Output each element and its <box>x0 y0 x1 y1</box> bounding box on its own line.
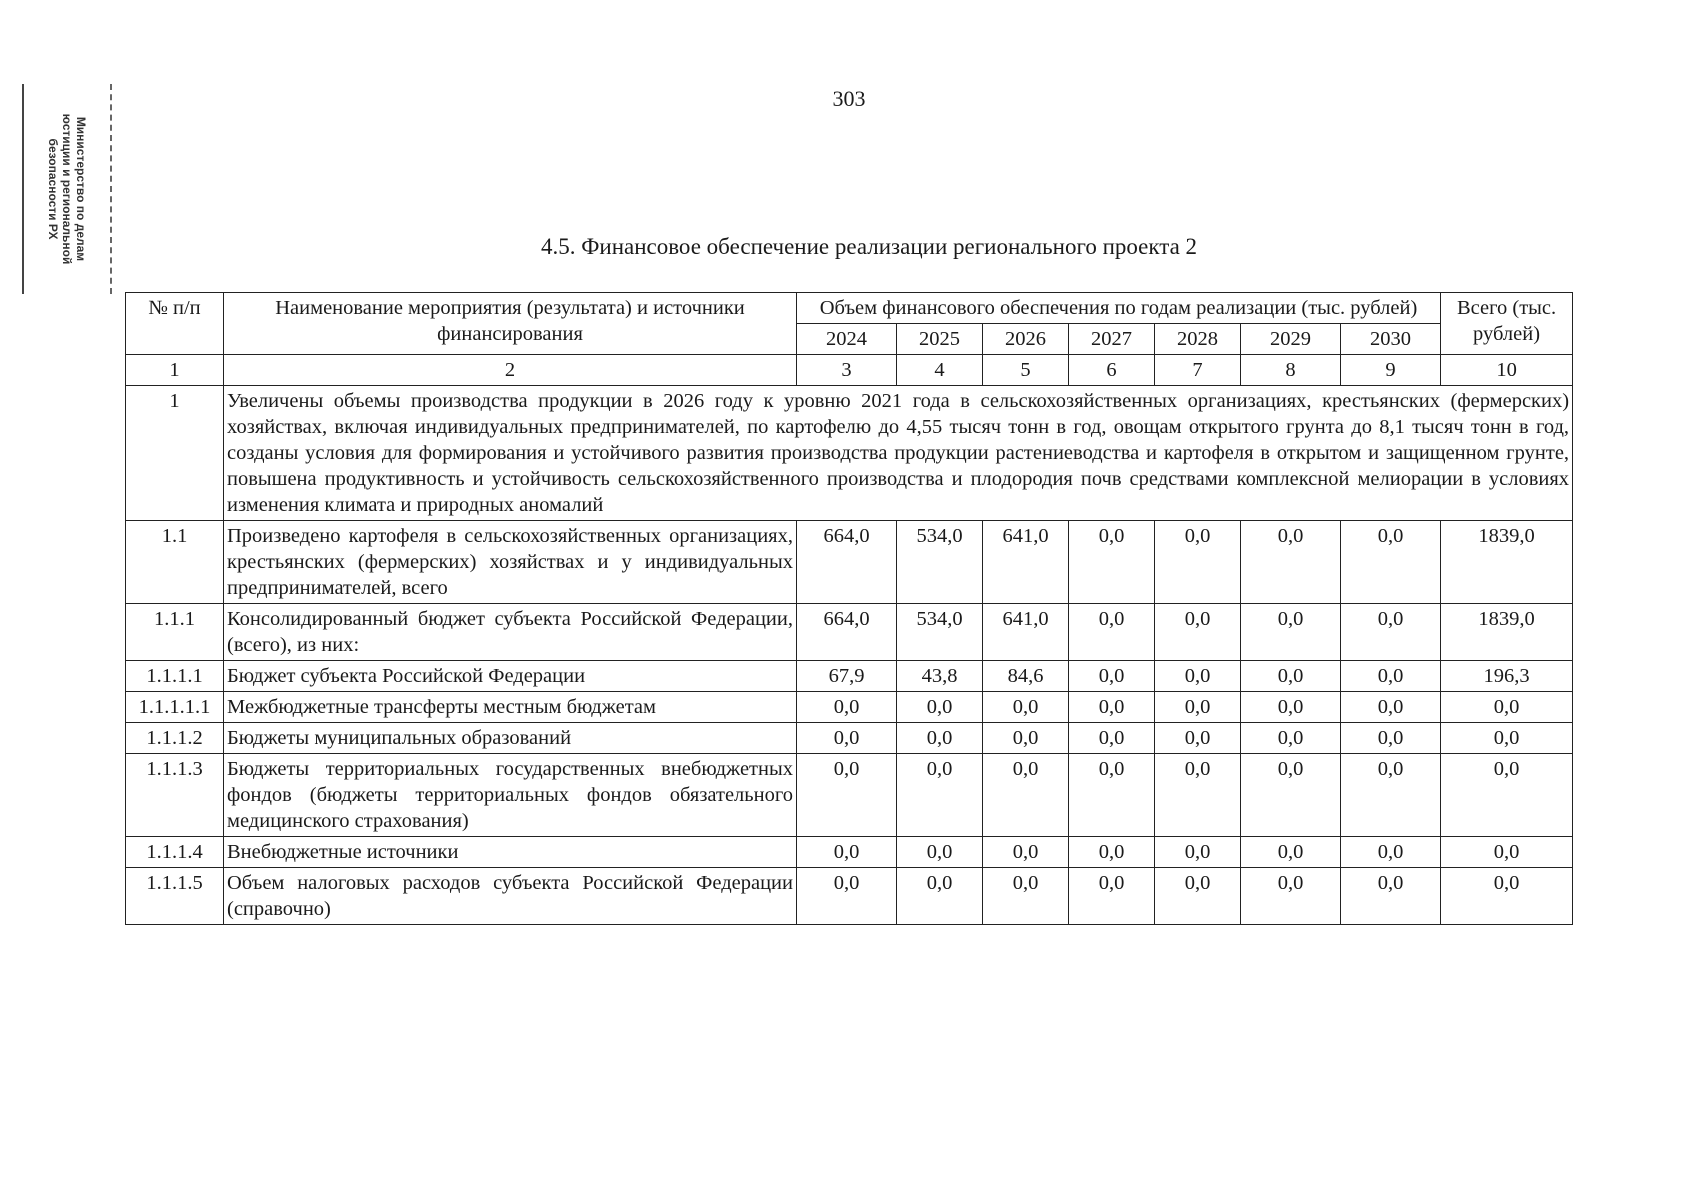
row-num: 1.1.1.4 <box>126 837 224 868</box>
row-value: 0,0 <box>1241 521 1341 604</box>
table-row <box>126 692 1573 723</box>
column-number: 9 <box>1341 355 1441 386</box>
row-name: Бюджеты муниципальных образований <box>224 723 797 754</box>
table-row <box>126 754 1573 837</box>
column-number: 10 <box>1441 355 1573 386</box>
column-numbers-row <box>126 355 1573 386</box>
section-row <box>126 386 1573 521</box>
section-text: Увеличены объемы производства продукции в 2026 году к уровню 2021 года в сельскохозяйственных организациях, крестьянских (фермерских) хозяйствах, включая индивидуальных предпринимателей, по картофелю до 4,55 тысяч тонн в год, овощам открытого грунта до 8,1 тысяч тонн в год, созданы условия для формирования и устойчивого развития производства продукции растениеводства и картофеля в открытом и защищенном грунте, повышена продуктивность и устойчивость сельскохозяйственного производства и плодородия почв средствами комплексной мелиорации в условиях изменения климата и природных аномалий <box>224 386 1573 521</box>
row-name: Бюджет субъекта Российской Федерации <box>224 661 797 692</box>
header-total: Всего (тыс. рублей) <box>1441 293 1573 355</box>
row-value: 0,0 <box>1341 868 1441 925</box>
row-num: 1.1 <box>126 521 224 604</box>
header-num: № п/п <box>126 293 224 355</box>
column-number: 1 <box>126 355 224 386</box>
row-value: 67,9 <box>797 661 897 692</box>
table-row <box>126 604 1573 661</box>
row-name: Произведено картофеля в сельскохозяйственных организациях, крестьянских (фермерских) хозяйствах и у индивидуальных предпринимателей, всего <box>224 521 797 604</box>
row-value: 0,0 <box>1155 723 1241 754</box>
table-row <box>126 723 1573 754</box>
stamp-text: Министерство по делам юстиции и региональной безопасности РХ <box>46 113 88 265</box>
header-year: 2030 <box>1341 324 1441 355</box>
row-value: 0,0 <box>1241 692 1341 723</box>
header-row <box>126 293 1573 324</box>
row-value: 0,0 <box>1155 692 1241 723</box>
header-volume: Объем финансового обеспечения по годам реализации (тыс. рублей) <box>797 293 1441 324</box>
table-row <box>126 837 1573 868</box>
row-value: 0,0 <box>1341 661 1441 692</box>
row-value: 0,0 <box>797 754 897 837</box>
row-value: 0,0 <box>983 723 1069 754</box>
header-year: 2027 <box>1069 324 1155 355</box>
row-value: 0,0 <box>1341 754 1441 837</box>
row-value: 0,0 <box>1069 604 1155 661</box>
row-name: Объем налоговых расходов субъекта Российской Федерации (справочно) <box>224 868 797 925</box>
row-total: 0,0 <box>1441 692 1573 723</box>
header-year: 2024 <box>797 324 897 355</box>
row-value: 0,0 <box>1341 692 1441 723</box>
row-value: 0,0 <box>897 837 983 868</box>
row-value: 0,0 <box>983 868 1069 925</box>
row-value: 664,0 <box>797 521 897 604</box>
row-name: Консолидированный бюджет субъекта Российской Федерации, (всего), из них: <box>224 604 797 661</box>
row-num: 1.1.1 <box>126 604 224 661</box>
row-total: 1839,0 <box>1441 521 1573 604</box>
page-title: 4.5. Финансовое обеспечение реализации регионального проекта 2 <box>540 234 1198 259</box>
row-num: 1.1.1.1.1 <box>126 692 224 723</box>
row-value: 0,0 <box>1069 754 1155 837</box>
table-row <box>126 868 1573 925</box>
row-value: 0,0 <box>1155 661 1241 692</box>
row-value: 0,0 <box>1241 754 1341 837</box>
row-name: Внебюджетные источники <box>224 837 797 868</box>
row-value: 0,0 <box>797 868 897 925</box>
row-value: 0,0 <box>1341 521 1441 604</box>
header-year: 2028 <box>1155 324 1241 355</box>
row-value: 0,0 <box>797 837 897 868</box>
row-value: 534,0 <box>897 604 983 661</box>
financing-table <box>125 292 1573 925</box>
row-value: 0,0 <box>1069 837 1155 868</box>
row-value: 0,0 <box>1069 723 1155 754</box>
row-value: 534,0 <box>897 521 983 604</box>
row-value: 0,0 <box>797 723 897 754</box>
row-value: 0,0 <box>1341 723 1441 754</box>
row-total: 196,3 <box>1441 661 1573 692</box>
row-value: 0,0 <box>1155 754 1241 837</box>
row-value: 43,8 <box>897 661 983 692</box>
header-year: 2025 <box>897 324 983 355</box>
row-value: 0,0 <box>1155 521 1241 604</box>
row-value: 641,0 <box>983 521 1069 604</box>
row-value: 0,0 <box>1155 868 1241 925</box>
column-number: 4 <box>897 355 983 386</box>
row-value: 0,0 <box>1341 604 1441 661</box>
header-name: Наименование мероприятия (результата) и источники финансирования <box>224 293 797 355</box>
row-value: 0,0 <box>1069 692 1155 723</box>
row-value: 641,0 <box>983 604 1069 661</box>
row-value: 84,6 <box>983 661 1069 692</box>
row-value: 0,0 <box>897 723 983 754</box>
row-value: 0,0 <box>1241 868 1341 925</box>
row-value: 0,0 <box>897 868 983 925</box>
row-value: 0,0 <box>1069 521 1155 604</box>
row-value: 0,0 <box>1241 661 1341 692</box>
row-value: 0,0 <box>1069 868 1155 925</box>
table-row <box>126 521 1573 604</box>
section-num: 1 <box>126 386 224 521</box>
column-number: 6 <box>1069 355 1155 386</box>
row-num: 1.1.1.1 <box>126 661 224 692</box>
column-number: 7 <box>1155 355 1241 386</box>
row-value: 664,0 <box>797 604 897 661</box>
row-total: 0,0 <box>1441 837 1573 868</box>
row-value: 0,0 <box>897 692 983 723</box>
row-value: 0,0 <box>1241 604 1341 661</box>
header-year: 2026 <box>983 324 1069 355</box>
ministry-stamp <box>22 84 112 294</box>
row-value: 0,0 <box>797 692 897 723</box>
page-number: 303 <box>832 86 866 111</box>
row-num: 1.1.1.2 <box>126 723 224 754</box>
row-value: 0,0 <box>1341 837 1441 868</box>
row-total: 0,0 <box>1441 868 1573 925</box>
column-number: 2 <box>224 355 797 386</box>
table-row <box>126 661 1573 692</box>
column-number: 3 <box>797 355 897 386</box>
row-total: 1839,0 <box>1441 604 1573 661</box>
row-num: 1.1.1.3 <box>126 754 224 837</box>
row-value: 0,0 <box>983 692 1069 723</box>
column-number: 5 <box>983 355 1069 386</box>
row-value: 0,0 <box>1069 661 1155 692</box>
row-value: 0,0 <box>897 754 983 837</box>
row-value: 0,0 <box>1241 723 1341 754</box>
row-value: 0,0 <box>1155 837 1241 868</box>
column-number: 8 <box>1241 355 1341 386</box>
row-total: 0,0 <box>1441 723 1573 754</box>
row-value: 0,0 <box>983 754 1069 837</box>
row-value: 0,0 <box>1241 837 1341 868</box>
row-value: 0,0 <box>1155 604 1241 661</box>
row-total: 0,0 <box>1441 754 1573 837</box>
row-value: 0,0 <box>983 837 1069 868</box>
header-year: 2029 <box>1241 324 1341 355</box>
row-name: Межбюджетные трансферты местным бюджетам <box>224 692 797 723</box>
row-name: Бюджеты территориальных государственных внебюджетных фондов (бюджеты территориальных фондов обязательного медицинского страхования) <box>224 754 797 837</box>
row-num: 1.1.1.5 <box>126 868 224 925</box>
